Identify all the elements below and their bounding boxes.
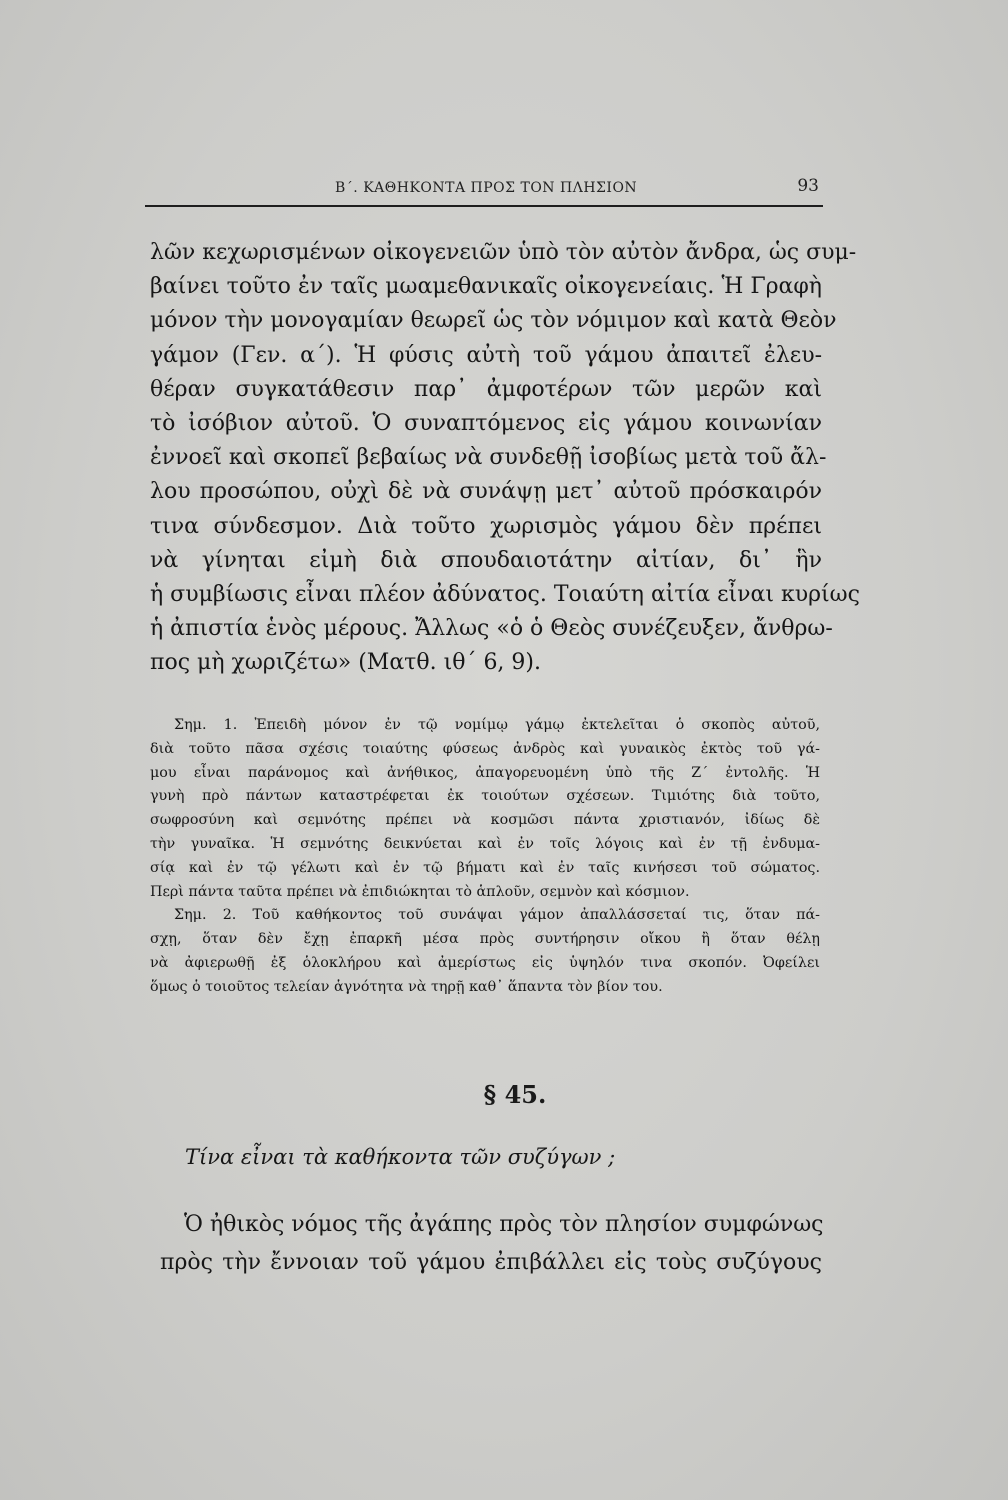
note-line: γυνὴ πρὸ πάντων καταστρέφεται ἐκ τοιούτων σχέσεων. Τιμιότης διὰ τοῦτο,: [150, 788, 820, 805]
note-line: σωφροσύνη καὶ σεμνότης πρέπει νὰ κοσμῶσι πάντα χριστιανόν, ἰδίως δὲ: [150, 812, 820, 829]
note-line: Σημ. 2. Τοῦ καθήκοντος τοῦ συνάψαι γάμον ἀπαλλάσσεταί τις, ὅταν πά-: [174, 907, 820, 924]
note-line: σίᾳ καὶ ἐν τῷ γέλωτι καὶ ἐν τῷ βήματι καὶ ἐν ταῖς κινήσεσι τοῦ σώματος.: [150, 859, 820, 876]
note-line: ὅμως ὁ τοιοῦτος τελείαν ἁγνότητα νὰ τηρῇ καθ᾿ ἅπαντα τὸν βίον του.: [150, 978, 663, 995]
note-line: σχῃ, ὅταν δὲν ἔχῃ ἐπαρκῆ μέσα πρὸς συντήρησιν οἴκου ἢ ὅταν θέλῃ: [150, 931, 820, 948]
text-line: τινα σύνδεσμον. Διὰ τοῦτο χωρισμὸς γάμου δὲν πρέπει: [150, 513, 822, 539]
text-line: ἡ συμβίωσις εἶναι πλέον ἀδύνατος. Τοιαύτη αἰτία εἶναι κυρίως: [150, 581, 860, 607]
header-rule: [145, 205, 823, 207]
text-line: λου προσώπου, οὐχὶ δὲ νὰ συνάψῃ μετ᾿ αὐτοῦ πρόσκαιρόν: [150, 479, 822, 505]
note-line: Σημ. 1. Ἐπειδὴ μόνον ἐν τῷ νομίμῳ γάμῳ ἐκτελεῖται ὁ σκοπὸς αὐτοῦ,: [174, 717, 820, 733]
text-line: ἐννοεῖ καὶ σκοπεῖ βεβαίως νὰ συνδεθῇ ἰσοβίως μετὰ τοῦ ἄλ-: [150, 445, 827, 471]
text-line: ἡ ἀπιστία ἑνὸς μέρους. Ἄλλως «ὁ ὁ Θεὸς συνέζευξεν, ἄνθρω-: [150, 616, 833, 642]
note-line: τὴν γυναῖκα. Ἡ σεμνότης δεικνύεται καὶ ἐν τοῖς λόγοις καὶ ἐν τῇ ἐνδυμα-: [150, 835, 820, 852]
text-line: Ὁ ἠθικὸς νόμος τῆς ἀγάπης πρὸς τὸν πλησίον συμφώνως: [184, 1212, 824, 1237]
section-paragraph: [160, 1206, 822, 1282]
note-line: νὰ ἀφιερωθῇ ἐξ ὁλοκλήρου καὶ ἀμερίστως εἰς ὑψηλόν τινα σκοπόν. Ὀφείλει: [150, 954, 820, 971]
footnotes: [150, 714, 820, 1000]
text-line: πος μὴ χωριζέτω» (Ματθ. ιθ΄ 6, 9).: [150, 650, 541, 676]
text-line: βαίνει τοῦτο ἐν ταῖς μωαμεθανικαῖς οἰκογενείαις. Ἡ Γραφὴ: [150, 274, 822, 300]
text-line: μόνον τὴν μονογαμίαν θεωρεῖ ὡς τὸν νόμιμον καὶ κατὰ Θεὸν: [150, 308, 837, 334]
running-head: Β΄. ΚΑΘΗΚΟΝΤΑ ΠΡΟΣ ΤΟΝ ΠΛΗΣΙΟΝ: [335, 180, 638, 196]
text-line: πρὸς τὴν ἔννοιαν τοῦ γάμου ἐπιβάλλει εἰς τοὺς συζύγους: [160, 1250, 822, 1275]
page-number: 93: [797, 176, 819, 196]
page-header: [145, 176, 825, 206]
note-line: Περὶ πάντα ταῦτα πρέπει νὰ ἐπιδιώκηται τὸ ἁπλοῦν, σεμνὸν καὶ κόσμιον.: [150, 883, 690, 900]
section-heading: § 45.: [483, 1080, 547, 1109]
main-paragraph: [150, 236, 860, 680]
text-line: νὰ γίνηται εἰμὴ διὰ σπουδαιοτάτην αἰτίαν, δι᾿ ἣν: [150, 547, 822, 573]
note-line: διὰ τοῦτο πᾶσα σχέσις τοιαύτης φύσεως ἀνδρὸς καὶ γυναικὸς ἐκτὸς τοῦ γά-: [150, 740, 820, 757]
text-line: γάμον (Γεν. α΄). Ἡ φύσις αὐτὴ τοῦ γάμου ἀπαιτεῖ ἐλευ-: [150, 342, 822, 368]
section-question: Τίνα εἶναι τὰ καθήκοντα τῶν συζύγων ;: [185, 1145, 616, 1169]
text-line: θέραν συγκατάθεσιν παρ᾿ ἀμφοτέρων τῶν μερῶν καὶ: [150, 376, 822, 402]
text-line: τὸ ἰσόβιον αὐτοῦ. Ὁ συναπτόμενος εἰς γάμου κοινωνίαν: [150, 410, 822, 436]
text-line: λῶν κεχωρισμένων οἰκογενειῶν ὑπὸ τὸν αὐτὸν ἄνδρα, ὡς συμ-: [150, 240, 857, 265]
note-line: μου εἶναι παράνομος καὶ ἀνήθικος, ἀπαγορευομένη ὑπὸ τῆς Ζ΄ ἐντολῆς. Ἡ: [150, 764, 820, 781]
